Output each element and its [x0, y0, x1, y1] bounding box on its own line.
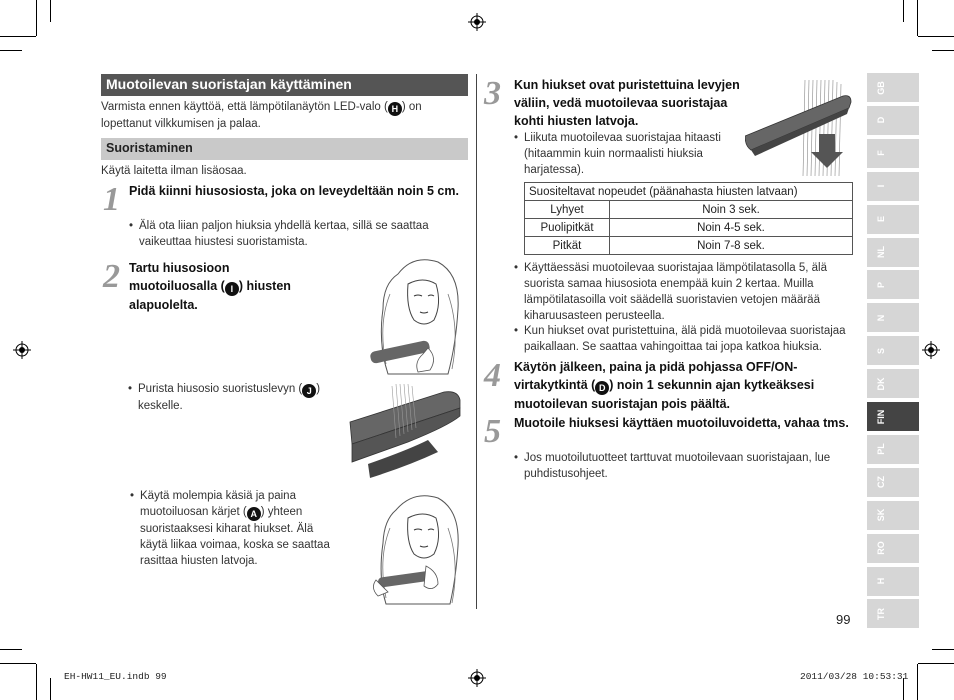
step-title: Tartu hiusosioon muotoiluosalla ( I ) hiusten alapuolelta. — [129, 261, 291, 312]
language-tab-label: S — [876, 347, 886, 354]
crop-mark — [932, 649, 954, 650]
language-tab-label: D — [876, 117, 886, 124]
step-number: 2 — [103, 258, 120, 295]
table-cell-hair: Lyhyet — [525, 201, 610, 219]
language-tab-f[interactable] — [867, 139, 919, 168]
language-tab-label: P — [876, 281, 886, 288]
step-number: 4 — [484, 357, 501, 394]
crop-mark — [36, 664, 37, 700]
led-h-icon: H — [388, 102, 402, 116]
step-bullet: • Jos muotoilutuotteet tarttuvat muotoilevaan suoristajaan, lue puhdistusohjeet. — [514, 450, 854, 482]
crop-mark — [918, 36, 954, 37]
crop-mark — [917, 0, 918, 36]
crop-mark — [50, 0, 51, 22]
step-bullet: • Käyttäessäsi muotoilevaa suoristajaa lämpötilatasolla 5, älä suorista samaa hiusosiota enempää kuin 2 kertaa. Muilla lämpötilatasoilla voit säädellä suoristavien vetojen määrää kiharuusasteen perusteella. — [514, 260, 854, 324]
crop-mark — [918, 663, 954, 664]
registration-mark-icon — [922, 341, 940, 359]
step-number: 5 — [484, 413, 501, 450]
language-tab-tr[interactable] — [867, 599, 919, 628]
step-bullet: • Käytä molempia käsiä ja paina muotoiluosan kärjet ( A ) yhteen suoristaaksesi kiharat hiukset. Älä käytä liikaa voimaa, koska se saattaa rasittaa hiusten latvoja. — [130, 488, 330, 569]
language-tab-label: GB — [876, 80, 886, 95]
language-tab-sk[interactable] — [867, 501, 919, 530]
language-tab-label: TR — [876, 607, 886, 620]
crop-mark — [0, 663, 36, 664]
step-bullet: • Purista hiusosio suoristuslevyn ( J ) keskelle. — [128, 381, 333, 414]
table-row — [525, 219, 853, 237]
step-bullet: • Liikuta muotoilevaa suoristajaa hitaasti (hitaammin kuin normaalisti hiuksia harjatessa). — [514, 130, 739, 178]
table-cell-time: Noin 4-5 sek. — [610, 219, 853, 237]
language-tab-label: RO — [876, 541, 886, 555]
woman-straightening-illustration — [368, 254, 468, 376]
table-cell-time: Noin 3 sek. — [610, 201, 853, 219]
crop-mark — [932, 50, 954, 51]
section-title: Muotoilevan suoristajan käyttäminen — [101, 74, 468, 96]
step-title: Kun hiukset ovat puristettuina levyjen väliin, vedä muotoilevaa suoristajaa kohti hiusten latvoja. — [514, 78, 740, 128]
language-tab-label: F — [876, 150, 886, 157]
table-header: Suositeltavat nopeudet (päänahasta hiusten latvaan) — [525, 183, 853, 201]
column-divider — [476, 74, 477, 609]
woman-pressing-tips-illustration — [368, 488, 468, 606]
table-row — [525, 201, 853, 219]
step-bullet: • Kun hiukset ovat puristettuina, älä pidä muotoilevaa suoristajaa paikallaan. Se saattaa vahingoittaa tai jopa katkoa hiuksia. — [514, 323, 854, 355]
language-tab-h[interactable] — [867, 567, 919, 596]
step-bullet: • Älä ota liian paljon hiuksia yhdellä kertaa, sillä se saattaa vaikeuttaa hiustesi suoristamista. — [129, 218, 459, 250]
language-tab-label: N — [876, 314, 886, 322]
crop-mark — [903, 0, 904, 22]
crop-mark — [0, 36, 36, 37]
language-tab-label: DK — [876, 377, 886, 391]
language-tab-n[interactable] — [867, 303, 919, 332]
language-tab-label: I — [876, 184, 886, 188]
footer-timestamp: 2011/03/28 10:53:31 — [800, 671, 909, 682]
registration-mark-icon — [13, 341, 31, 359]
table-cell-hair: Pitkät — [525, 237, 610, 255]
language-tab-ro[interactable] — [867, 534, 919, 563]
language-tab-pl[interactable] — [867, 435, 919, 464]
power-switch-d-icon: D — [595, 381, 609, 395]
language-tab-fin[interactable] — [867, 402, 919, 431]
language-tab-label: E — [876, 216, 886, 223]
registration-mark-icon — [468, 669, 486, 687]
subsection-title: Suoristaminen — [101, 138, 468, 160]
subsection-note: Käytä laitetta ilman lisäosaa. — [101, 165, 247, 177]
crop-mark — [36, 0, 37, 36]
language-tab-label: NL — [876, 246, 886, 258]
step-number: 3 — [484, 75, 501, 112]
language-tab-gb[interactable] — [867, 73, 919, 102]
straightener-plates-illustration — [348, 382, 468, 478]
table-row — [525, 237, 853, 255]
footer-file: EH-HW11_EU.indb 99 — [64, 671, 167, 682]
registration-mark-icon — [468, 13, 486, 31]
language-tab-i[interactable] — [867, 172, 919, 201]
step-number: 1 — [103, 181, 120, 218]
language-tab-nl[interactable] — [867, 238, 919, 267]
crop-mark — [50, 678, 51, 700]
page-number: 99 — [836, 612, 851, 627]
table-cell-time: Noin 7-8 sek. — [610, 237, 853, 255]
speed-table — [524, 182, 853, 255]
crop-mark — [0, 649, 22, 650]
step-title: Käytön jälkeen, paina ja pidä pohjassa OFF/ON-virtakytkintä ( D ) noin 1 sekunnin ajan kytkeäksesi muotoilevan suoristajan pois päältä. — [514, 360, 815, 411]
styling-part-i-icon: I — [225, 282, 239, 296]
plate-j-icon: J — [302, 384, 316, 398]
language-tab-label: SK — [876, 508, 886, 522]
crop-mark — [0, 50, 22, 51]
step-title: Pidä kiinni hiusosiosta, joka on leveydeltään noin 5 cm. — [129, 184, 459, 198]
language-tab-s[interactable] — [867, 336, 919, 365]
language-tab-label: FIN — [876, 409, 886, 424]
language-tab-cz[interactable] — [867, 468, 919, 497]
table-cell-hair: Puolipitkät — [525, 219, 610, 237]
crop-mark — [917, 664, 918, 700]
tip-a-icon: A — [247, 507, 261, 521]
language-tab-e[interactable] — [867, 205, 919, 234]
language-tab-p[interactable] — [867, 270, 919, 299]
language-tab-dk[interactable] — [867, 369, 919, 398]
section-intro: Varmista ennen käyttöä, että lämpötilanäytön LED-valo ( H ) on lopettanut vilkkumisen ja palaa. — [101, 101, 422, 130]
language-tab-label: H — [876, 577, 886, 585]
table-header-row — [525, 183, 853, 201]
step-title: Muotoile hiuksesi käyttäen muotoiluvoidetta, vahaa tms. — [514, 416, 849, 430]
language-tab-label: CZ — [876, 476, 886, 489]
language-tab-d[interactable] — [867, 106, 919, 135]
language-tab-label: PL — [876, 443, 886, 456]
straightener-pull-illustration — [745, 78, 853, 178]
